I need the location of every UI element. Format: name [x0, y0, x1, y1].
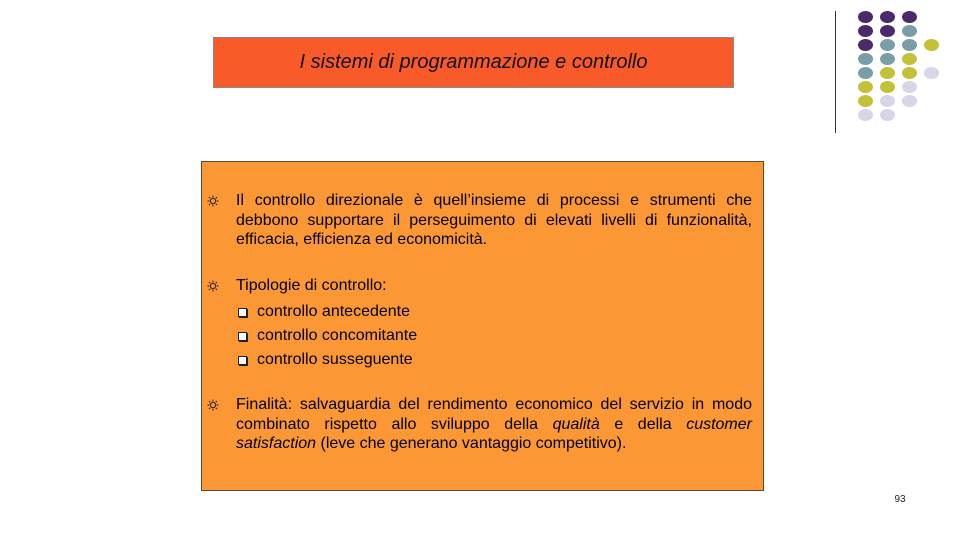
decorative-dot: [902, 81, 917, 93]
sun-bullet-icon: [207, 280, 219, 292]
bullet-text: Finalità: salvaguardia del rendimento economico del servizio in modo combinato rispetto allo sviluppo della qualità e della customer satisfaction (leve che generano vantaggio competitivo).: [236, 396, 752, 452]
decorative-dot: [880, 39, 895, 51]
decorative-vertical-line: [835, 11, 836, 133]
checkbox-bullet-icon: [238, 308, 247, 317]
bullet-text: Il controllo direzionale è quell’insieme di processi e strumenti che debbono supportare il perseguimento di elevati livelli di funzionalità, efficacia, efficienza ed economicità.: [236, 192, 752, 248]
page-number: 93: [894, 494, 906, 505]
decorative-dot: [858, 53, 873, 65]
checkbox-bullet-icon: [238, 332, 247, 341]
decorative-dot: [924, 67, 939, 79]
decorative-dot: [880, 81, 895, 93]
decorative-dot: [880, 95, 895, 107]
decorative-dot: [902, 25, 917, 37]
decorative-dot: [858, 67, 873, 79]
sub-item-antecedente: controllo antecedente: [236, 300, 752, 324]
decorative-dot: [858, 81, 873, 93]
decorative-dot: [902, 53, 917, 65]
decorative-dot: [858, 95, 873, 107]
decorative-dot: [880, 25, 895, 37]
decorative-dot: [902, 11, 917, 23]
sun-bullet-icon: [207, 399, 219, 411]
bullet-heading: [236, 276, 752, 372]
slide-title: I sistemi di programmazione e controllo: [299, 51, 648, 73]
decorative-dot: [902, 67, 917, 79]
decorative-dot: [858, 25, 873, 37]
content-box: [201, 161, 764, 491]
decorative-dot: [880, 109, 895, 121]
decorative-dot: [858, 39, 873, 51]
sun-bullet-icon: [207, 195, 219, 207]
decorative-dot: [880, 53, 895, 65]
decorative-dot: [902, 39, 917, 51]
sub-item-susseguente: controllo susseguente: [236, 348, 752, 372]
decorative-dot: [924, 39, 939, 51]
tipologie-heading: Tipologie di controllo:: [236, 277, 387, 294]
decorative-dot: [858, 109, 873, 121]
decorative-dot: [880, 67, 895, 79]
checkbox-bullet-icon: [238, 356, 247, 365]
decorative-dot: [902, 95, 917, 107]
sub-item-concomitante: controllo concomitante: [236, 324, 752, 348]
decorative-dot: [880, 11, 895, 23]
decorative-dot: [858, 11, 873, 23]
title-box: [213, 37, 734, 88]
